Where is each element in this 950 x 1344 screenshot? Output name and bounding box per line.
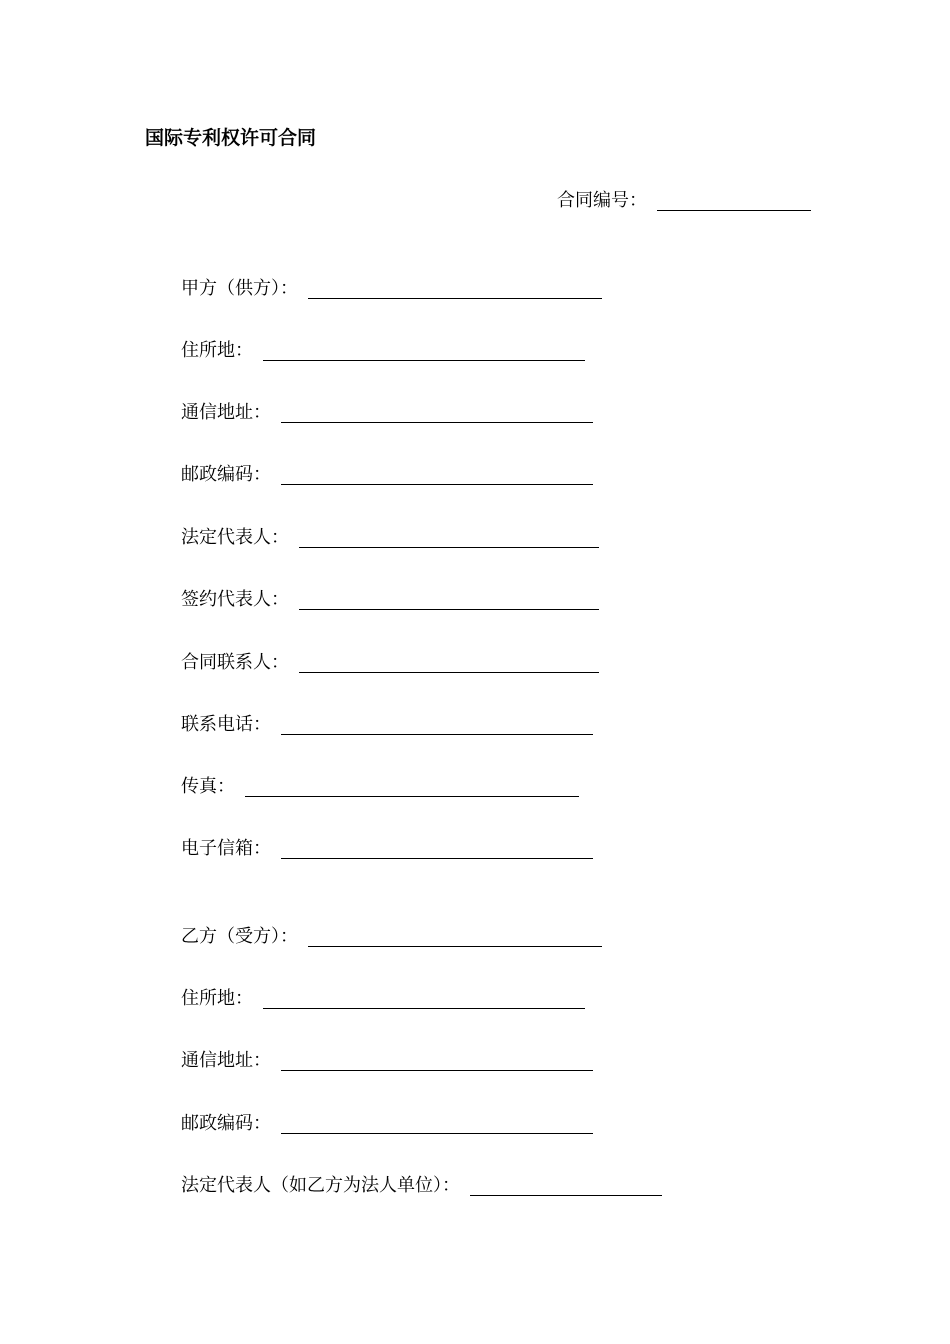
party-a-email-label: 电子信箱：: [181, 838, 271, 859]
party-b-address-field: [181, 984, 585, 1012]
party-b-address-label: 住所地：: [181, 988, 253, 1009]
party-b-postal-code-label: 邮政编码：: [181, 1113, 271, 1134]
party-b-legal-rep-blank[interactable]: [470, 1173, 662, 1196]
party-b-address-blank[interactable]: [263, 986, 585, 1009]
party-a-legal-rep-blank[interactable]: [299, 525, 599, 548]
party-a-name-label: 甲方（供方）：: [181, 278, 298, 299]
party-a-legal-rep-label: 法定代表人：: [181, 527, 289, 548]
party-a-contact-label: 合同联系人：: [181, 652, 289, 673]
party-a-address-field: [181, 336, 585, 364]
party-b-legal-rep-label: 法定代表人（如乙方为法人单位）：: [181, 1175, 460, 1196]
party-a-address-blank[interactable]: [263, 338, 585, 361]
contract-number-label: 合同编号：: [557, 190, 647, 211]
party-a-mailing-address-label: 通信地址：: [181, 402, 271, 423]
party-a-signing-rep-label: 签约代表人：: [181, 589, 289, 610]
party-a-postal-code-field: [181, 460, 593, 488]
party-a-name-blank[interactable]: [308, 276, 602, 299]
party-a-fax-blank[interactable]: [245, 774, 579, 797]
party-a-name-field: [181, 274, 602, 302]
party-a-phone-blank[interactable]: [281, 712, 593, 735]
party-a-address-label: 住所地：: [181, 340, 253, 361]
party-a-postal-code-blank[interactable]: [281, 462, 593, 485]
party-b-postal-code-field: [181, 1109, 593, 1137]
party-a-email-blank[interactable]: [281, 836, 593, 859]
party-a-legal-rep-field: [181, 523, 599, 551]
party-a-signing-rep-field: [181, 585, 599, 613]
party-a-contact-field: [181, 648, 599, 676]
party-a-mailing-address-blank[interactable]: [281, 400, 593, 423]
page-title: 国际专利权许可合同: [145, 127, 317, 149]
party-b-mailing-address-label: 通信地址：: [181, 1050, 271, 1071]
party-a-phone-field: [181, 710, 593, 738]
party-b-name-blank[interactable]: [308, 924, 602, 947]
party-b-mailing-address-field: [181, 1046, 593, 1074]
party-b-legal-rep-field: [181, 1171, 662, 1199]
contract-number-blank[interactable]: [657, 188, 811, 211]
party-b-name-field: [181, 922, 602, 950]
party-a-phone-label: 联系电话：: [181, 714, 271, 735]
party-b-postal-code-blank[interactable]: [281, 1111, 593, 1134]
party-a-fax-field: [181, 772, 579, 800]
party-a-mailing-address-field: [181, 398, 593, 426]
party-a-email-field: [181, 834, 593, 862]
contract-number-field: [557, 186, 811, 214]
party-a-contact-blank[interactable]: [299, 650, 599, 673]
party-a-fax-label: 传真：: [181, 776, 235, 797]
party-a-signing-rep-blank[interactable]: [299, 587, 599, 610]
party-a-postal-code-label: 邮政编码：: [181, 464, 271, 485]
party-b-name-label: 乙方（受方）：: [181, 926, 298, 947]
party-b-mailing-address-blank[interactable]: [281, 1048, 593, 1071]
